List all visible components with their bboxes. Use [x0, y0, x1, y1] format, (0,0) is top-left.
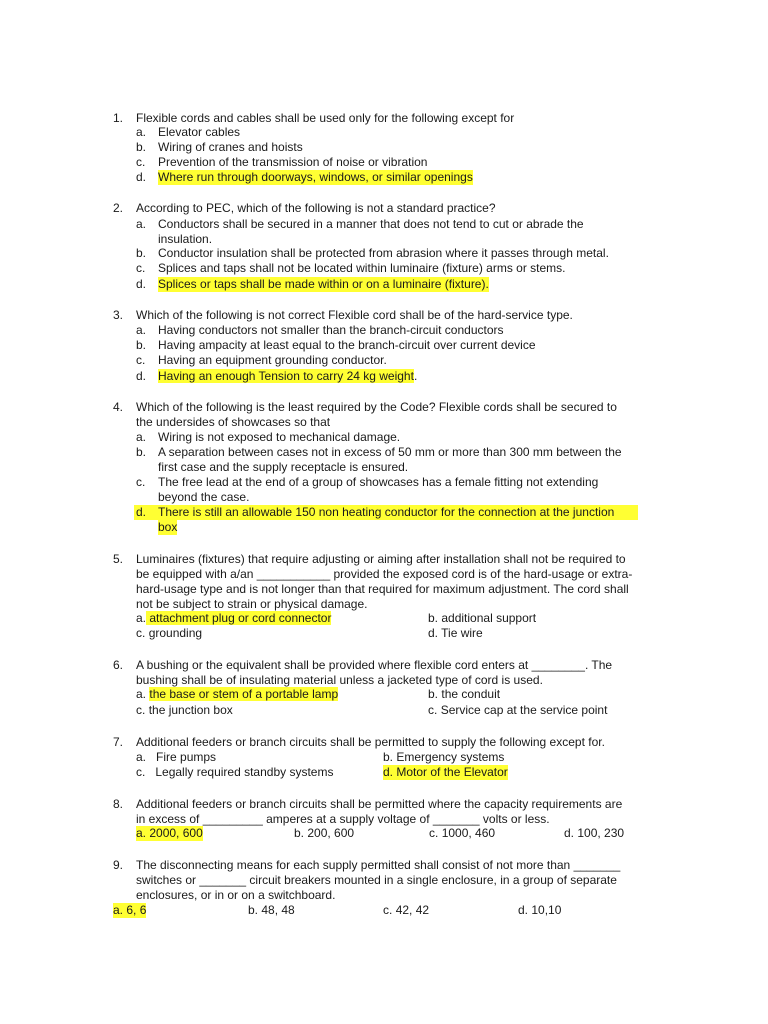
option-text: Having ampacity at least equal to the branch-circuit over current device [158, 338, 536, 352]
choice-label: a. [136, 687, 147, 701]
choice-label: c. [136, 765, 146, 779]
question-stem: be equipped with a/an ___________ provided the exposed cord is of the hard-usage or extra- [136, 567, 633, 581]
answer-highlight [113, 903, 146, 918]
answer-highlight: box [158, 520, 178, 534]
choice-label: b. [294, 826, 305, 840]
choice-text: Service cap at the service point [440, 703, 608, 717]
option-letter: c. [136, 261, 146, 275]
option-text: Elevator cables [158, 125, 241, 139]
option-suffix: . [413, 369, 418, 383]
option-letter: d. [136, 277, 147, 291]
question-stem: Which of the following is not correct Flexible cord shall be of the hard-service type. [136, 308, 573, 322]
question-stem: bushing shall be of insulating material unless a jacketed type of cord is used. [136, 673, 543, 687]
choice-label: a. [136, 826, 147, 840]
option-letter: a. [136, 430, 147, 444]
question-number: 5. [113, 552, 124, 566]
question-number: 7. [113, 735, 124, 749]
choice [136, 687, 338, 702]
choice-text: 48, 48 [261, 903, 295, 917]
choice [383, 750, 504, 765]
option-letter: c. [136, 155, 146, 169]
option-text: Having conductors not smaller than the branch-circuit conductors [158, 323, 504, 337]
question-stem: not be subject to strain or physical damage. [136, 597, 368, 611]
option-text: Conductors shall be secured in a manner that does not tend to cut or abrade the [158, 217, 584, 231]
choice [136, 703, 233, 718]
question-stem: the undersides of showcases so that [136, 415, 331, 429]
answer-highlight [146, 611, 331, 625]
choice-text: Legally required standby systems [155, 765, 334, 779]
option-letter: d. [136, 170, 147, 184]
choice-label: a. [136, 750, 147, 764]
question-stem: in excess of _________ amperes at a supply voltage of _______ volts or less. [136, 812, 550, 826]
choice [428, 687, 500, 702]
option-letter: c. [136, 353, 146, 367]
choice-label: d. [518, 903, 529, 917]
option-text: Splices and taps shall not be located within luminaire (fixture) arms or stems. [158, 261, 566, 275]
choice [564, 826, 624, 841]
question-stem: hard-usage type and is not longer than that required for maximum adjustment. The cord shall [136, 582, 629, 596]
option-letter: a. [136, 125, 147, 139]
question-stem: A bushing or the equivalent shall be provided where flexible cord enters at ________. The [136, 658, 613, 672]
choice-text: attachment plug or cord connector [149, 611, 332, 625]
option-text: A separation between cases not in excess of 50 mm or more than 300 mm between the [158, 445, 622, 459]
choice-label: a. [136, 611, 147, 625]
choice-text: 6, 6 [126, 903, 147, 917]
question-stem: The disconnecting means for each supply permitted shall consist of not more than _______ [136, 858, 621, 872]
choice-text: 2000, 600 [149, 826, 203, 840]
option-letter: d. [136, 369, 147, 383]
choice-label: c. [429, 826, 439, 840]
option-letter: d. [136, 505, 147, 519]
question-number: 6. [113, 658, 124, 672]
question-number: 4. [113, 400, 124, 414]
option-letter: c. [136, 475, 146, 489]
option-text: beyond the case. [158, 490, 250, 504]
option-letter: b. [136, 140, 147, 154]
choice-label: b. [383, 750, 394, 764]
choice-text: grounding [148, 626, 203, 640]
choice [294, 826, 354, 841]
choice-label: c. [383, 903, 393, 917]
choice [136, 765, 333, 780]
choice-text: 200, 600 [307, 826, 355, 840]
question-stem: Which of the following is the least required by the Code? Flexible cords shall be secured to [136, 400, 617, 414]
option-text: Wiring is not exposed to mechanical damage. [158, 430, 401, 444]
option-letter: b. [136, 445, 147, 459]
choice-label: d. [383, 765, 394, 779]
choice-label: d. [428, 626, 439, 640]
choice-label: b. [248, 903, 259, 917]
answer-highlight: Where run through doorways, windows, or similar openings [158, 170, 473, 184]
question-stem: switches or _______ circuit breakers mounted in a single enclosure, in a group of separate [136, 873, 617, 887]
question-number: 3. [113, 308, 124, 322]
choice [518, 903, 561, 918]
option-text: Conductor insulation shall be protected from abrasion where it passes through metal. [158, 246, 609, 260]
option-text: There is still an allowable 150 non heating conductor for the connection at the junction [158, 505, 615, 519]
choice-label: b. [428, 611, 439, 625]
choice [136, 750, 216, 765]
question-stem: Additional feeders or branch circuits shall be permitted to supply the following except for. [136, 735, 605, 749]
option-text: Prevention of the transmission of noise or vibration [158, 155, 428, 169]
choice-text: 42, 42 [395, 903, 430, 917]
option-letter: a. [136, 217, 147, 231]
question-number: 1. [113, 111, 124, 125]
choice-text: additional support [441, 611, 537, 625]
answer-highlight [383, 765, 508, 780]
question-number: 9. [113, 858, 124, 872]
choice-label: c. [136, 626, 146, 640]
question-stem: Flexible cords and cables shall be used only for the following except for [136, 111, 515, 125]
choice-label: a. [113, 903, 124, 917]
option-text: insulation. [158, 232, 213, 246]
question-stem: According to PEC, which of the following is not a standard practice? [136, 201, 496, 215]
choice-text: the junction box [148, 703, 233, 717]
choice-label: b. [428, 687, 439, 701]
option-text: The free lead at the end of a group of showcases has a female fitting not extending [158, 475, 599, 489]
answer-highlight: the base or stem of a portable lamp [149, 687, 339, 701]
question-stem: Luminaires (fixtures) that require adjusting or aiming after installation shall not be required to [136, 552, 626, 566]
option-letter: b. [136, 338, 147, 352]
choice [136, 626, 202, 641]
question-number: 2. [113, 201, 124, 215]
choice-label: c. [136, 703, 146, 717]
choice [136, 611, 331, 626]
choice-label: c. [428, 703, 438, 717]
question-number: 8. [113, 797, 124, 811]
question-stem: Additional feeders or branch circuits shall be permitted where the capacity requirements are [136, 797, 623, 811]
choice-text: the conduit [441, 687, 501, 701]
answer-highlight: Having an enough Tension to carry 24 kg weight [158, 369, 414, 383]
choice-text: Motor of the Elevator [396, 765, 508, 779]
choice [428, 703, 607, 718]
option-letter: a. [136, 323, 147, 337]
choice-text: Emergency systems [396, 750, 505, 764]
choice-text: 100, 230 [577, 826, 625, 840]
choice-text: 10,10 [531, 903, 562, 917]
choice [429, 826, 495, 841]
option-text: first case and the supply receptacle is ensured. [158, 460, 409, 474]
choice [383, 903, 429, 918]
option-letter: b. [136, 246, 147, 260]
answer-highlight: Splices or taps shall be made within or on a luminaire (fixture). [158, 277, 489, 291]
option-text [158, 369, 417, 384]
choice [248, 903, 295, 918]
question-stem: enclosures, or in or on a switchboard. [136, 888, 336, 902]
choice [428, 626, 483, 641]
choice [428, 611, 536, 626]
answer-highlight [136, 826, 203, 841]
choice-text: Tie wire [441, 626, 483, 640]
choice-text: 1000, 460 [441, 826, 496, 840]
option-text: Having an equipment grounding conductor. [158, 353, 387, 367]
option-text: Wiring of cranes and hoists [158, 140, 303, 154]
choice-text: Fire pumps [156, 750, 217, 764]
choice-label: d. [564, 826, 575, 840]
